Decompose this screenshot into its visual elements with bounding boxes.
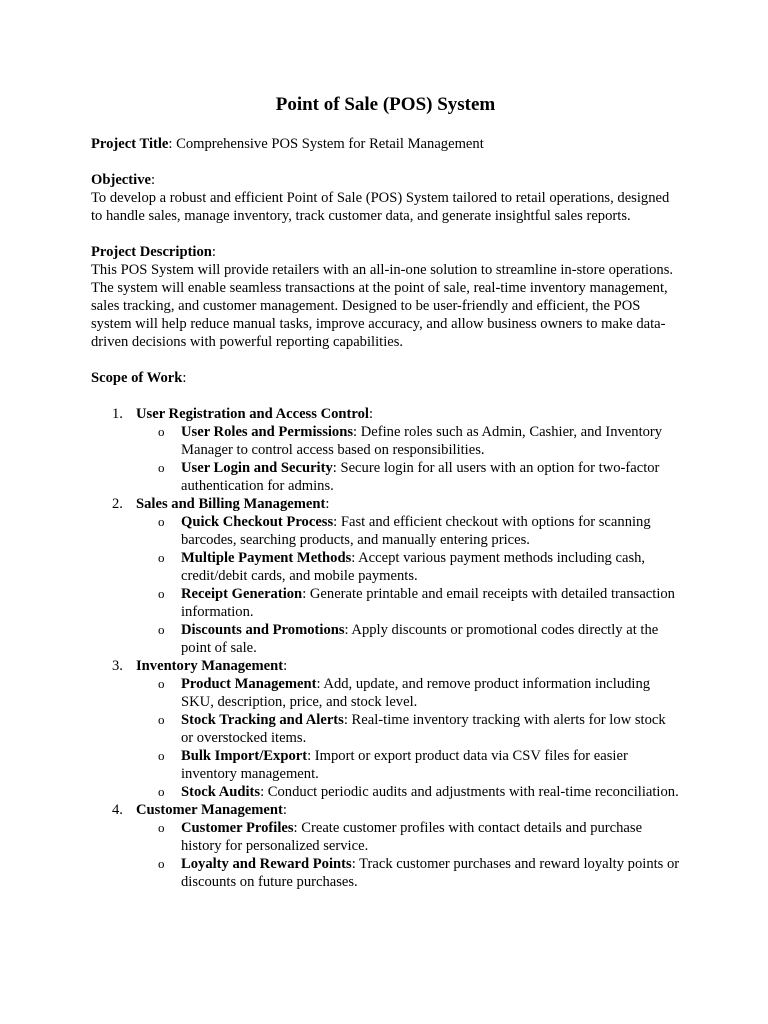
item-text: : Fast and efficient checkout with options for scanning barcodes, searching products, and manually entering prices. [181,514,651,548]
item-term: User Login and Security [181,460,333,476]
project-description-heading: Project Description: [91,244,216,260]
circle-bullet-icon: o [158,460,165,475]
section-number: 3. [112,658,123,674]
circle-bullet-icon: o [158,550,165,565]
item-term: Multiple Payment Methods [181,550,352,566]
item-text: : Conduct periodic audits and adjustments with real-time reconciliation. [260,784,679,800]
list-item [136,855,680,891]
item-term: Stock Tracking and Alerts [181,712,344,728]
section-title: User Registration and Access Control [136,406,369,422]
item-term: Customer Profiles [181,820,294,836]
item-text: : Add, update, and remove product information including SKU, description, price, and stock level. [181,676,651,710]
scope-of-work-heading: Scope of Work: [91,370,187,386]
item-term: Receipt Generation [181,586,303,602]
item-text: : Import or export product data via CSV files for easier inventory management. [181,748,628,782]
scope-section [91,657,680,801]
circle-bullet-icon: o [158,424,165,439]
item-text: : Define roles such as Admin, Cashier, and Inventory Manager to control access based on responsibilities. [181,424,663,458]
project-title-label: Project Title [91,136,169,152]
project-description-label: Project Description [91,244,212,260]
item-text: : Secure login for all users with an option for two-factor authentication for admins. [181,460,660,494]
list-item [136,621,680,657]
list-item [136,459,680,495]
item-text: : Real-time inventory tracking with alerts for low stock or overstocked items. [181,712,666,746]
section-item-list [136,819,680,891]
item-term: User Roles and Permissions [181,424,354,440]
section-item-list [136,675,680,801]
list-item [136,423,680,459]
item-text: : Track customer purchases and reward loyalty points or discounts on future purchases. [181,856,680,890]
circle-bullet-icon: o [158,586,165,601]
circle-bullet-icon: o [158,622,165,637]
section-heading: Customer Management: [136,802,287,818]
section-number: 1. [112,406,123,422]
list-item [136,585,680,621]
section-number: 2. [112,496,123,512]
item-text: : Create customer profiles with contact details and purchase history for personalized service. [181,820,643,854]
item-term: Loyalty and Reward Points [181,856,352,872]
list-item [136,783,680,801]
section-item-list [136,513,680,657]
item-text: : Generate printable and email receipts with detailed transaction information. [181,586,675,620]
circle-bullet-icon: o [158,856,165,871]
scope-section [91,495,680,657]
project-description-text: This POS System will provide retailers with an all-in-one solution to streamline in-store operations. The system will enable seamless transactions at the point of sale, real-time inventory management, sales tracking, and customer management. Designed to be user-friendly and efficient, the POS system will help reduce manual tasks, improve accuracy, and allow business owners to make data-driven decisions with powerful reporting capabilities. [91,262,674,350]
section-title: Customer Management [136,802,283,818]
item-text: : Apply discounts or promotional codes directly at the point of sale. [181,622,659,656]
scope-section-list [91,405,680,891]
scope-section [91,801,680,891]
item-term: Stock Audits [181,784,261,800]
item-term: Quick Checkout Process [181,514,334,530]
list-item [136,513,680,549]
list-item [136,675,680,711]
circle-bullet-icon: o [158,748,165,763]
scope-section [91,405,680,495]
section-heading: User Registration and Access Control: [136,406,374,422]
list-item [136,819,680,855]
section-title: Sales and Billing Management [136,496,326,512]
section-heading: Sales and Billing Management: [136,496,330,512]
project-title-value: : Comprehensive POS System for Retail Management [168,136,484,152]
section-number: 4. [112,802,123,818]
circle-bullet-icon: o [158,784,165,799]
circle-bullet-icon: o [158,820,165,835]
item-term: Discounts and Promotions [181,622,345,638]
objective-text: To develop a robust and efficient Point of Sale (POS) System tailored to retail operations, designed to handle sales, manage inventory, track customer data, and generate insightful sales reports. [91,190,670,224]
objective-label: Objective [91,172,151,188]
item-text: : Accept various payment methods including cash, credit/debit cards, and mobile payments. [181,550,646,584]
circle-bullet-icon: o [158,676,165,691]
section-item-list [136,423,680,495]
scope-of-work-label: Scope of Work [91,370,183,386]
circle-bullet-icon: o [158,712,165,727]
section-title: Inventory Management [136,658,284,674]
project-title-line [91,135,680,153]
list-item [136,747,680,783]
circle-bullet-icon: o [158,514,165,529]
item-term: Product Management [181,676,317,692]
document-title: Point of Sale (POS) System [275,94,496,115]
list-item [136,711,680,747]
objective-heading: Objective: [91,172,156,188]
list-item [136,549,680,585]
section-heading: Inventory Management: [136,658,288,674]
item-term: Bulk Import/Export [181,748,308,764]
